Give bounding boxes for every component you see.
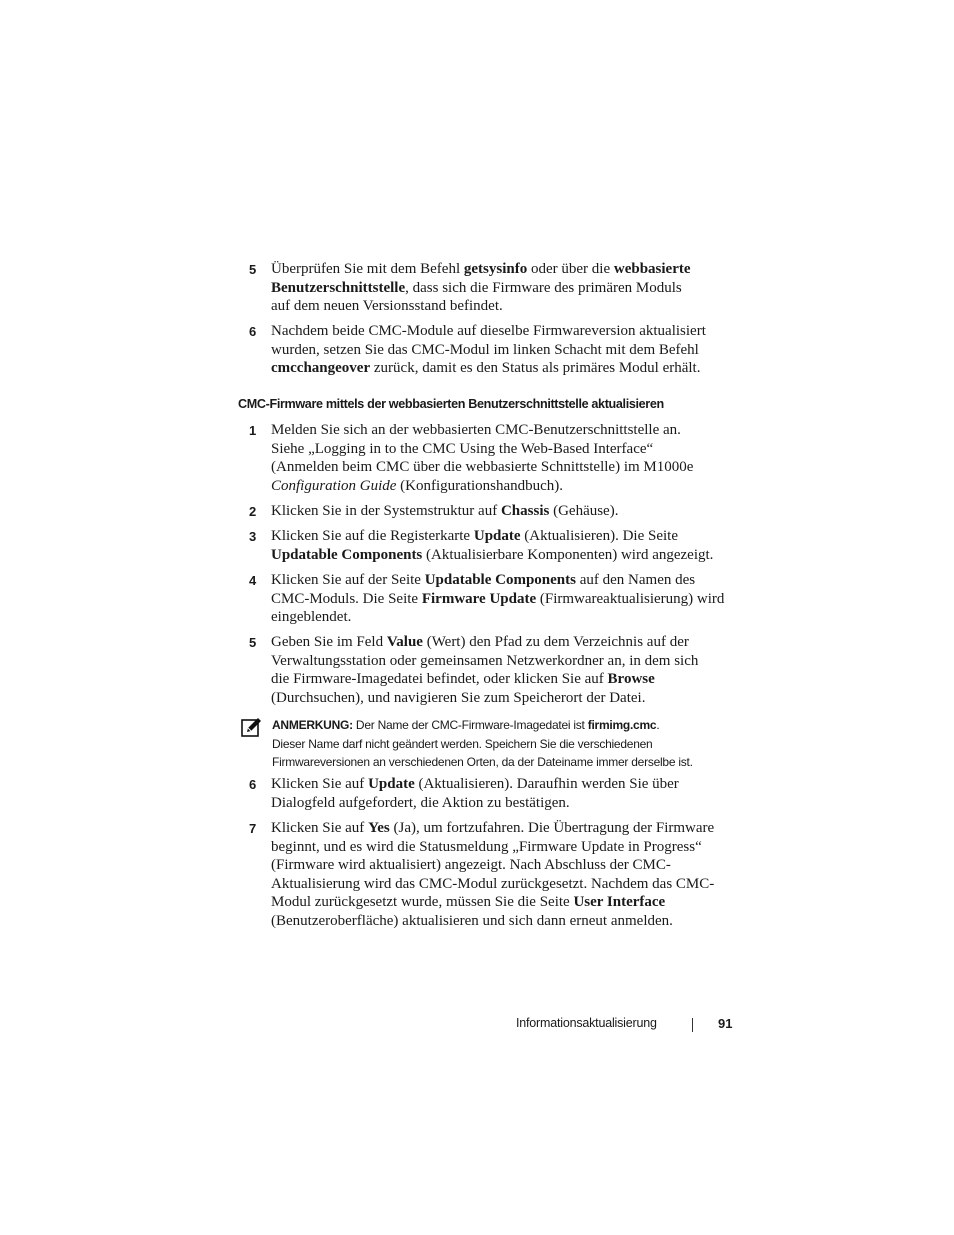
- text-run: (Gehäuse).: [549, 503, 619, 519]
- text-line: [271, 571, 741, 590]
- text-run: (Anmelden beim CMC über die webbasierte Schnittstelle) im M1000e: [271, 459, 694, 476]
- text-run: (Aktualisierbare Komponenten) wird angezeigt.: [422, 546, 714, 563]
- text-run: (Aktualisieren). Die Seite: [520, 528, 678, 544]
- text-run: oder über die: [527, 261, 614, 277]
- step-text: [271, 633, 741, 707]
- text-run: (Firmwareaktualisierung) wird: [536, 590, 725, 607]
- text-line: [271, 775, 741, 794]
- text-run: Siehe „Logging in to the CMC Using the Web-Based Interface“: [271, 440, 654, 457]
- step-number: 4: [249, 573, 257, 588]
- text-line: [271, 297, 741, 316]
- text-run: zurück, damit es den Status als primäres Modul erhält.: [370, 360, 701, 377]
- text-run: Verwaltungsstation oder gemeinsamen Netzwerkordner an, in dem sich: [271, 652, 699, 669]
- bold-term: Chassis: [500, 503, 550, 519]
- text-run: Geben Sie im Feld: [271, 634, 387, 650]
- text-line: [271, 477, 741, 496]
- bold-term: Value: [386, 634, 423, 650]
- text-run: (Konfigurationshandbuch).: [396, 477, 564, 494]
- bold-term: cmcchangeover: [271, 360, 371, 377]
- text-run: Klicken Sie auf: [271, 820, 369, 836]
- step-text: [271, 260, 741, 316]
- text-run: Melden Sie sich an der webbasierten CMC-Benutzerschnittstelle an.: [271, 422, 681, 438]
- page-footer: [516, 1016, 736, 1036]
- text-run: wurden, setzen Sie das CMC-Modul im linken Schacht mit dem Befehl: [271, 341, 699, 358]
- text-run: Klicken Sie auf die Registerkarte: [271, 528, 474, 544]
- note-text: [272, 716, 693, 772]
- text-line: [271, 440, 741, 459]
- step-text: [271, 322, 741, 378]
- bold-term: Benutzerschnittstelle: [271, 279, 406, 296]
- step-number: 7: [249, 821, 257, 836]
- text-run: beginnt, und es wird die Statusmeldung „Firmware Update in Progress“: [271, 838, 702, 855]
- bold-term: Update: [473, 528, 521, 544]
- text-line: [271, 260, 741, 279]
- text-run: die Firmware-Imagedatei befindet, oder klicken Sie auf: [271, 671, 608, 688]
- text-line: [271, 502, 741, 521]
- text-run: (Benutzeroberfläche) aktualisieren und sich dann erneut anmelden.: [271, 912, 673, 929]
- text-line: [271, 893, 741, 912]
- step-number: 5: [249, 635, 257, 650]
- text-line: [271, 590, 741, 609]
- text-line: [271, 458, 741, 477]
- footer-divider: [692, 1018, 693, 1032]
- text-run: Firmwareversionen an verschiedenen Orten, da der Dateiname immer derselbe ist.: [272, 755, 693, 769]
- text-line: [272, 735, 693, 754]
- text-run: Überprüfen Sie mit dem Befehl: [271, 261, 464, 277]
- step-text: [271, 502, 741, 521]
- text-run: (Wert) den Pfad zu dem Verzeichnis auf der: [422, 634, 689, 650]
- bold-term: Update: [368, 776, 415, 792]
- step-number: 3: [249, 529, 257, 544]
- text-line: [271, 689, 741, 708]
- footer-section-title: Informationsaktualisierung: [516, 1016, 657, 1030]
- text-line: [271, 608, 741, 627]
- text-run: auf dem neuen Versionsstand befindet.: [271, 298, 503, 315]
- text-run: (Aktualisieren). Daraufhin werden Sie über: [414, 776, 679, 792]
- text-run: auf den Namen des: [575, 572, 696, 588]
- text-line: [272, 716, 693, 735]
- text-line: [271, 838, 741, 857]
- text-run: Dieser Name darf nicht geändert werden. Speichern Sie die verschiedenen: [272, 736, 653, 751]
- text-run: Klicken Sie auf der Seite: [271, 572, 425, 588]
- bold-term: Updatable Components: [424, 572, 576, 588]
- page-number: 91: [718, 1016, 733, 1031]
- text-run: , dass sich die Firmware des primären Moduls: [405, 279, 682, 296]
- text-line: [271, 279, 741, 298]
- text-line: [271, 794, 741, 813]
- step-text: [271, 421, 741, 495]
- text-line: [271, 341, 741, 360]
- step-text: [271, 571, 741, 627]
- bold-term: ANMERKUNG:: [272, 718, 353, 732]
- text-line: [271, 633, 741, 652]
- text-run: CMC-Moduls. Die Seite: [271, 590, 422, 607]
- bold-term: Yes: [368, 820, 390, 836]
- text-line: [271, 875, 741, 894]
- step-text: [271, 527, 741, 564]
- text-run: Der Name der CMC-Firmware-Imagedatei ist: [352, 718, 588, 732]
- text-line: [271, 527, 741, 546]
- text-line: [272, 753, 693, 772]
- bold-term: webbasierte: [613, 261, 691, 277]
- text-line: [271, 856, 741, 875]
- step-number: 1: [249, 423, 257, 438]
- text-line: [271, 652, 741, 671]
- text-run: Klicken Sie auf: [271, 776, 369, 792]
- step-number: 5: [249, 262, 257, 277]
- bold-term: getsysinfo: [463, 261, 528, 277]
- text-line: [271, 670, 741, 689]
- italic-title: Configuration Guide: [271, 477, 397, 494]
- text-run: (Ja), um fortzufahren. Die Übertragung der Firmware: [389, 820, 715, 836]
- text-run: Klicken Sie in der Systemstruktur auf: [271, 503, 501, 519]
- step-number: 2: [249, 504, 257, 519]
- step-text: [271, 819, 741, 931]
- text-line: [271, 912, 741, 931]
- bold-term: User Interface: [573, 894, 666, 911]
- text-line: [271, 421, 741, 440]
- text-run: .: [656, 718, 660, 732]
- text-run: Modul zurückgesetzt wurde, müssen Sie die Seite: [271, 894, 574, 911]
- section-heading: CMC-Firmware mittels der webbasierten Benutzerschnittstelle aktualisieren: [238, 397, 664, 411]
- text-line: [271, 819, 741, 838]
- text-line: [271, 322, 741, 341]
- bold-term: Browse: [607, 671, 655, 688]
- text-run: (Firmware wird aktualisiert) angezeigt. Nach Abschluss der CMC-: [271, 857, 671, 874]
- text-run: eingeblendet.: [271, 609, 352, 626]
- text-run: Aktualisierung wird das CMC-Modul zurückgesetzt. Nachdem das CMC-: [271, 875, 715, 892]
- step-number: 6: [249, 777, 257, 792]
- text-run: Dialogfeld aufgefordert, die Aktion zu bestätigen.: [271, 794, 570, 811]
- text-run: firmimg.cmc: [587, 718, 657, 732]
- text-run: Nachdem beide CMC-Module auf dieselbe Firmwareversion aktualisiert: [271, 323, 706, 339]
- bold-term: Updatable Components: [271, 546, 423, 563]
- text-line: [271, 359, 741, 378]
- text-line: [271, 546, 741, 565]
- text-run: (Durchsuchen), und navigieren Sie zum Speicherort der Datei.: [271, 689, 646, 706]
- step-number: 6: [249, 324, 257, 339]
- note-pencil-icon: [240, 716, 262, 738]
- step-text: [271, 775, 741, 812]
- bold-term: Firmware Update: [421, 590, 537, 607]
